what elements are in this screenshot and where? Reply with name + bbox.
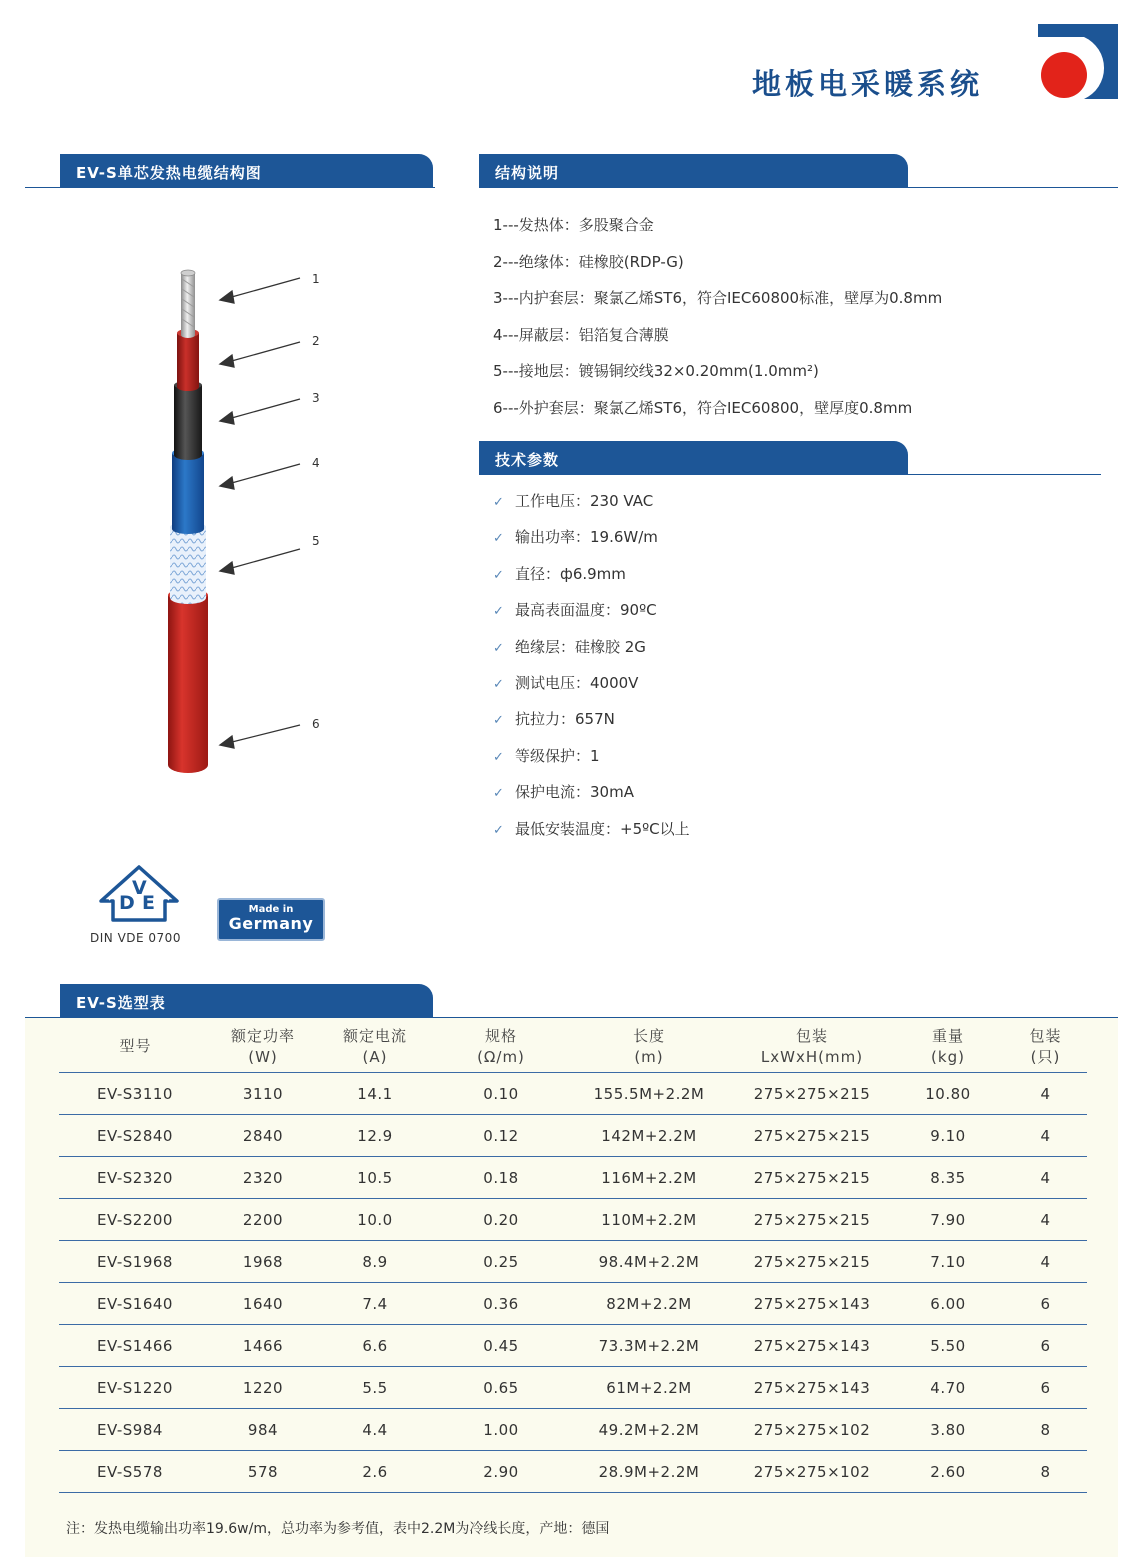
spec-text: 直径：ф6.9mm <box>515 564 626 583</box>
table-cell: 12.9 <box>314 1115 436 1157</box>
spec-text: 工作电压：230 VAC <box>515 492 654 510</box>
spec-item <box>493 708 690 744</box>
table-cell: EV-S1640 <box>59 1283 212 1325</box>
table-cell: 142M+2.2M <box>566 1115 732 1157</box>
vde-caption: DIN VDE 0700 <box>90 931 181 945</box>
header-model: 型号 <box>59 1021 212 1073</box>
table-cell: 1220 <box>212 1367 314 1409</box>
table-cell: 6.6 <box>314 1325 436 1367</box>
spec-text: 等级保护：1 <box>515 746 600 765</box>
table-cell: 4 <box>1004 1157 1087 1199</box>
callout-1: 1 <box>312 272 320 286</box>
structure-section-rule <box>479 187 1118 188</box>
table-cell: 10.80 <box>892 1073 1004 1115</box>
table-row <box>59 1199 1087 1241</box>
spec-item <box>493 490 690 526</box>
table-cell: 3.80 <box>892 1409 1004 1451</box>
header-spec: 规格 (Ω/m) <box>436 1021 566 1073</box>
table-cell: 98.4M+2.2M <box>566 1241 732 1283</box>
diagram-section-rule <box>25 187 435 188</box>
check-icon: ✓ <box>493 531 504 547</box>
table-row <box>59 1325 1087 1367</box>
specs-section-tab: 技术参数 <box>479 441 908 475</box>
table-cell: 2.6 <box>314 1451 436 1493</box>
table-cell: 984 <box>212 1409 314 1451</box>
check-icon: ✓ <box>493 567 504 583</box>
structure-item: 2---绝缘体：硅橡胶(RDP-G) <box>493 252 684 271</box>
table-cell: 28.9M+2.2M <box>566 1451 732 1493</box>
spec-item <box>493 636 690 672</box>
table-cell: 7.4 <box>314 1283 436 1325</box>
table-cell: 6.00 <box>892 1283 1004 1325</box>
spec-text: 最低安装温度：+5ºC以上 <box>515 819 690 838</box>
made-in-germany-badge <box>217 898 325 941</box>
table-section-rule <box>25 1017 1118 1018</box>
table-cell: 275×275×215 <box>732 1157 892 1199</box>
table-cell: EV-S984 <box>59 1409 212 1451</box>
table-cell: 9.10 <box>892 1115 1004 1157</box>
header-weight: 重量 (kg) <box>892 1021 1004 1073</box>
table-cell: 0.65 <box>436 1367 566 1409</box>
spec-text: 绝缘层：硅橡胶 2G <box>515 637 646 656</box>
spec-text: 抗拉力：657N <box>515 710 615 729</box>
table-cell: 275×275×143 <box>732 1325 892 1367</box>
table-cell: 2320 <box>212 1157 314 1199</box>
check-icon: ✓ <box>493 786 504 802</box>
header-package-qty: 包装 (只) <box>1004 1021 1087 1073</box>
check-icon: ✓ <box>493 822 504 838</box>
table-cell: 49.2M+2.2M <box>566 1409 732 1451</box>
specs-section-rule <box>479 474 1101 475</box>
table-row <box>59 1283 1087 1325</box>
table-cell: 4.4 <box>314 1409 436 1451</box>
structure-item: 5---接地层：镀锡铜绞线32×0.20mm(1.0mm²) <box>493 362 819 380</box>
table-cell: 4 <box>1004 1241 1087 1283</box>
table-cell: EV-S578 <box>59 1451 212 1493</box>
table-cell: 275×275×102 <box>732 1409 892 1451</box>
table-cell: 6 <box>1004 1367 1087 1409</box>
table-cell: EV-S2320 <box>59 1157 212 1199</box>
vde-mark-icon <box>98 864 180 926</box>
table-cell: 110M+2.2M <box>566 1199 732 1241</box>
table-cell: 8.9 <box>314 1241 436 1283</box>
table-cell: 4.70 <box>892 1367 1004 1409</box>
table-cell: 275×275×215 <box>732 1199 892 1241</box>
table-cell: 275×275×215 <box>732 1073 892 1115</box>
table-row <box>59 1157 1087 1199</box>
table-row <box>59 1115 1087 1157</box>
selection-table <box>59 1021 1087 1493</box>
table-cell: 6 <box>1004 1325 1087 1367</box>
table-cell: 275×275×143 <box>732 1283 892 1325</box>
spec-text: 测试电压：4000V <box>515 673 639 692</box>
table-cell: 4 <box>1004 1115 1087 1157</box>
structure-item: 1---发热体：多股聚合金 <box>493 216 654 234</box>
table-cell: 0.36 <box>436 1283 566 1325</box>
table-row <box>59 1409 1087 1451</box>
table-cell: EV-S1466 <box>59 1325 212 1367</box>
table-cell: 7.90 <box>892 1199 1004 1241</box>
table-cell: 5.50 <box>892 1325 1004 1367</box>
check-icon: ✓ <box>493 713 504 729</box>
cable-structure-diagram <box>140 265 360 785</box>
table-cell: 1466 <box>212 1325 314 1367</box>
table-footnote: 注：发热电缆输出功率19.6w/m，总功率为参考值，表中2.2M为冷线长度，产地：德国 <box>66 1521 610 1537</box>
structure-list <box>493 214 942 433</box>
table-cell: 2840 <box>212 1115 314 1157</box>
spec-text: 最高表面温度：90ºC <box>515 601 657 620</box>
table-cell: 116M+2.2M <box>566 1157 732 1199</box>
structure-item: 3---内护套层：聚氯乙烯ST6，符合IEC60800标准，壁厚为0.8mm <box>493 289 943 307</box>
header-current: 额定电流 (A) <box>314 1021 436 1073</box>
table-row <box>59 1451 1087 1493</box>
callout-3: 3 <box>312 391 320 405</box>
table-row <box>59 1367 1087 1409</box>
diagram-section-tab: EV-S单芯发热电缆结构图 <box>60 154 433 188</box>
brand-logo-icon <box>1038 24 1118 99</box>
table-cell: 275×275×215 <box>732 1241 892 1283</box>
table-cell: 0.45 <box>436 1325 566 1367</box>
spec-item <box>493 672 690 708</box>
table-cell: 6 <box>1004 1283 1087 1325</box>
spec-item <box>493 781 690 817</box>
spec-text: 保护电流：30mA <box>515 783 634 802</box>
header-package-dims: 包装 LxWxH(mm) <box>732 1021 892 1073</box>
header-length: 长度 (m) <box>566 1021 732 1073</box>
structure-section-tab: 结构说明 <box>479 154 908 188</box>
spec-item <box>493 526 690 562</box>
table-cell: 2200 <box>212 1199 314 1241</box>
structure-item: 4---屏蔽层：铝箔复合薄膜 <box>493 325 669 344</box>
table-cell: 0.20 <box>436 1199 566 1241</box>
spec-item <box>493 563 690 599</box>
table-cell: 14.1 <box>314 1073 436 1115</box>
check-icon: ✓ <box>493 640 504 656</box>
made-in-line1: Made in <box>248 904 294 915</box>
table-cell: EV-S1220 <box>59 1367 212 1409</box>
made-in-line2: Germany <box>228 914 314 933</box>
vde-letter-v: V <box>132 877 147 899</box>
table-cell: 275×275×215 <box>732 1115 892 1157</box>
header-power: 额定功率 (W) <box>212 1021 314 1073</box>
structure-item: 6---外护套层：聚氯乙烯ST6，符合IEC60800，壁厚度0.8mm <box>493 398 913 417</box>
table-cell: 155.5M+2.2M <box>566 1073 732 1115</box>
table-cell: 578 <box>212 1451 314 1493</box>
table-cell: 275×275×143 <box>732 1367 892 1409</box>
spec-item <box>493 818 690 854</box>
table-cell: 0.18 <box>436 1157 566 1199</box>
table-cell: 8 <box>1004 1451 1087 1493</box>
table-cell: 10.5 <box>314 1157 436 1199</box>
table-cell: 4 <box>1004 1073 1087 1115</box>
vde-letter-d: D <box>119 892 135 914</box>
check-icon: ✓ <box>493 749 504 765</box>
table-cell: EV-S2200 <box>59 1199 212 1241</box>
table-cell: 1640 <box>212 1283 314 1325</box>
table-cell: 7.10 <box>892 1241 1004 1283</box>
table-cell: 2.90 <box>436 1451 566 1493</box>
table-cell: 2.60 <box>892 1451 1004 1493</box>
table-cell: 8 <box>1004 1409 1087 1451</box>
table-cell: EV-S3110 <box>59 1073 212 1115</box>
vde-letter-e: E <box>142 892 155 914</box>
page-title: 地板电采暖系统 <box>752 67 984 101</box>
table-cell: 5.5 <box>314 1367 436 1409</box>
callout-2: 2 <box>312 334 320 348</box>
table-cell: 1.00 <box>436 1409 566 1451</box>
table-row <box>59 1073 1087 1115</box>
specs-list <box>493 490 690 854</box>
table-cell: 0.12 <box>436 1115 566 1157</box>
table-cell: 73.3M+2.2M <box>566 1325 732 1367</box>
check-icon: ✓ <box>493 676 504 692</box>
check-icon: ✓ <box>493 604 504 620</box>
check-icon: ✓ <box>493 495 504 510</box>
table-cell: 61M+2.2M <box>566 1367 732 1409</box>
table-cell: 0.25 <box>436 1241 566 1283</box>
table-cell: 10.0 <box>314 1199 436 1241</box>
table-section-tab: EV-S选型表 <box>60 984 433 1018</box>
callout-5: 5 <box>312 534 320 548</box>
table-cell: 4 <box>1004 1199 1087 1241</box>
callout-4: 4 <box>312 456 320 470</box>
spec-item <box>493 745 690 781</box>
spec-text: 输出功率：19.6W/m <box>515 528 658 547</box>
table-cell: EV-S1968 <box>59 1241 212 1283</box>
table-cell: EV-S2840 <box>59 1115 212 1157</box>
table-header-row <box>59 1021 1087 1073</box>
table-cell: 0.10 <box>436 1073 566 1115</box>
callout-6: 6 <box>312 717 320 731</box>
table-cell: 8.35 <box>892 1157 1004 1199</box>
spec-item <box>493 599 690 635</box>
table-cell: 3110 <box>212 1073 314 1115</box>
table-cell: 82M+2.2M <box>566 1283 732 1325</box>
table-cell: 275×275×102 <box>732 1451 892 1493</box>
table-row <box>59 1241 1087 1283</box>
table-cell: 1968 <box>212 1241 314 1283</box>
